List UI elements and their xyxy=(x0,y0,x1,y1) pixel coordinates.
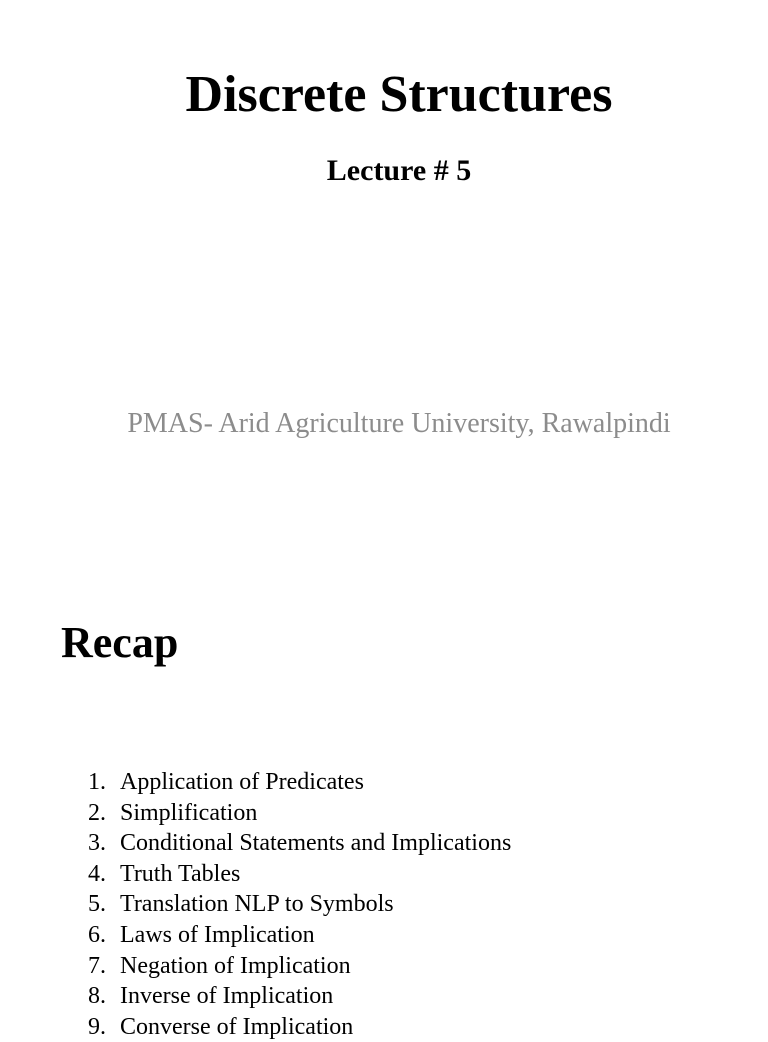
list-item-number: 7. xyxy=(88,952,106,979)
list-item-number: 5. xyxy=(88,891,106,918)
list-item-text: Inverse of Implication xyxy=(120,983,334,1010)
list-item-text: Converse of Implication xyxy=(120,1013,354,1040)
lecture-number: Lecture # 5 xyxy=(326,154,472,187)
list-item-text: Conditional Statements and Implications xyxy=(120,830,512,857)
list-item-number: 6. xyxy=(88,921,106,948)
list-item-number: 1. xyxy=(88,769,106,795)
list-item-text: Application of Predicates xyxy=(120,769,364,795)
list-item xyxy=(88,920,511,951)
list-item-text: Truth Tables xyxy=(120,860,241,887)
list-item xyxy=(88,889,511,920)
list-item xyxy=(88,981,511,1012)
list-item-text: Negation of Implication xyxy=(120,952,351,979)
list-item-number: 9. xyxy=(88,1013,106,1040)
list-item xyxy=(88,798,511,829)
list-item-number: 4. xyxy=(88,860,106,887)
list-item-number: 3. xyxy=(88,830,106,857)
list-item-number: 2. xyxy=(88,799,106,826)
university-name: PMAS- Arid Agriculture University, Rawalpindi xyxy=(127,408,671,439)
list-item xyxy=(88,859,511,890)
list-item xyxy=(88,1012,511,1042)
list-item-text: Translation NLP to Symbols xyxy=(120,891,394,918)
slide-title: Discrete Structures xyxy=(185,66,613,123)
list-item-text: Laws of Implication xyxy=(120,921,315,948)
list-item xyxy=(88,951,511,982)
list-item-number: 8. xyxy=(88,983,106,1010)
recap-list xyxy=(88,767,511,1042)
list-item-text: Simplification xyxy=(120,799,258,826)
list-item xyxy=(88,767,511,798)
recap-heading: Recap xyxy=(61,618,179,667)
list-item xyxy=(88,828,511,859)
